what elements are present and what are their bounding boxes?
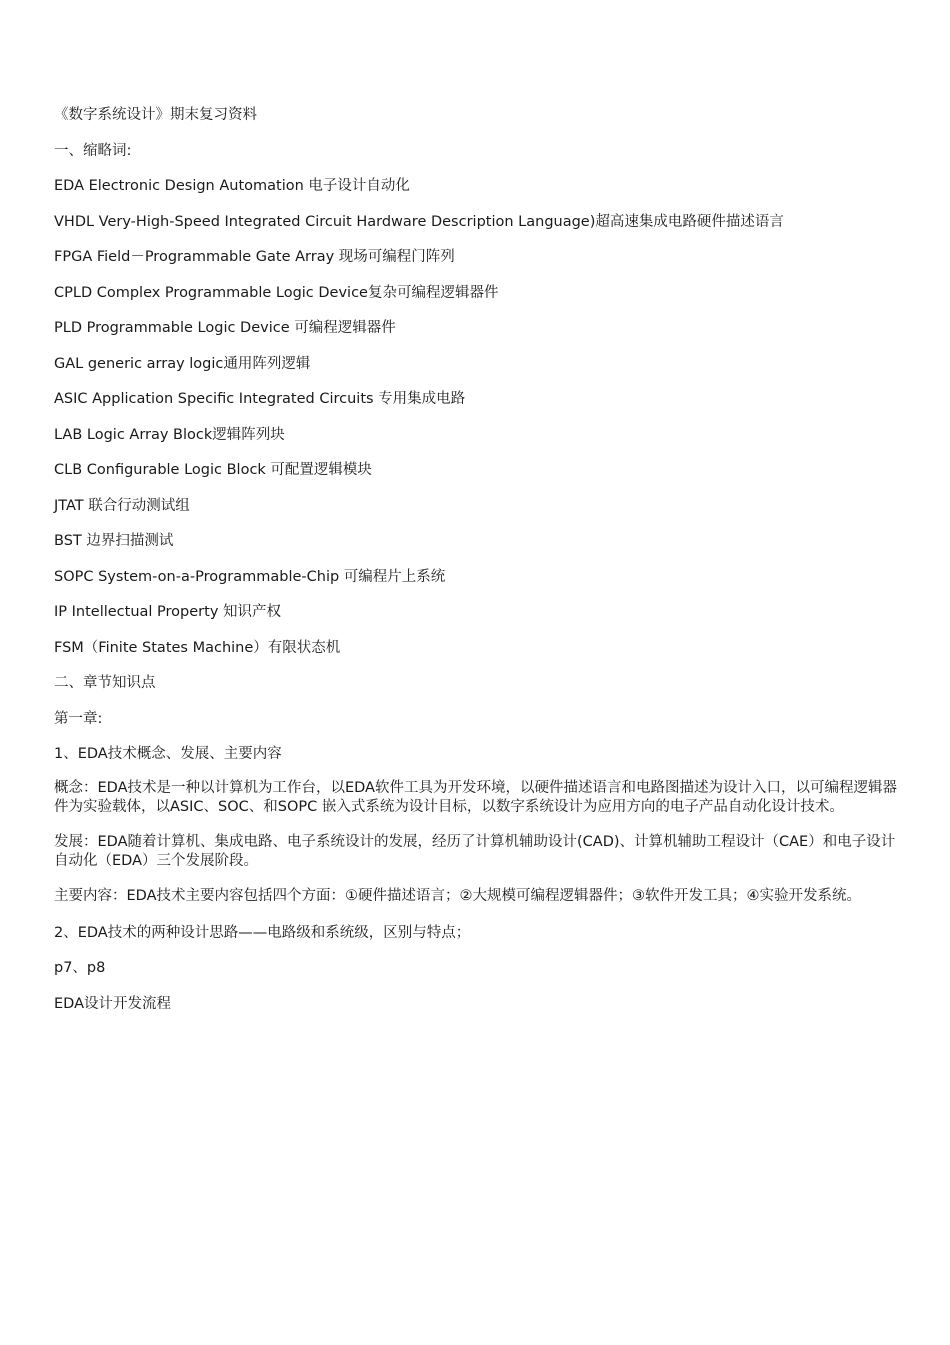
abbreviation-item-lab: LAB Logic Array Block逻辑阵列块 xyxy=(54,426,285,443)
abbreviation-item-ip: IP Intellectual Property 知识产权 xyxy=(54,604,282,620)
flow-heading: EDA设计开发流程 xyxy=(54,995,171,1012)
abbreviation-item-fsm: FSM（Finite States Machine）有限状态机 xyxy=(54,639,341,656)
abbreviation-item-vhdl: VHDL Very-High-Speed Integrated Circuit Hardware Description Language)超高速集成电路硬件描述语言 xyxy=(54,213,784,230)
abbreviation-item-clb: CLB Configurable Logic Block 可配置逻辑模块 xyxy=(54,462,372,478)
abbreviation-item-cpld: CPLD Complex Programmable Logic Device复杂可编程逻辑器件 xyxy=(54,284,499,301)
development-paragraph: 发展：EDA随着计算机、集成电路、电子系统设计的发展，经历了计算机辅助设计(CAD)、计算机辅助工程设计（CAE）和电子设计自动化（EDA）三个发展阶段。 xyxy=(54,833,896,869)
abbreviation-item-gal: GAL generic array logic通用阵列逻辑 xyxy=(54,355,311,372)
abbreviation-item-jtat: JTAT 联合行动测试组 xyxy=(54,497,190,514)
abbreviation-item-eda: EDA Electronic Design Automation 电子设计自动化 xyxy=(54,178,410,194)
document-page xyxy=(54,104,900,1028)
abbreviation-item-sopc: SOPC System-on-a-Programmable-Chip 可编程片上系统 xyxy=(54,568,446,585)
concept-paragraph: 概念：EDA技术是一种以计算机为工作台，以EDA软件工具为开发环境，以硬件描述语言和电路图描述为设计入口，以可编程逻辑器件为实验载体，以ASIC、SOC、和SOPC 嵌入式系统为设计目标，以数字系统设计为应用方向的电子产品自动化设计技术。 xyxy=(54,779,897,815)
abbreviation-item-asic: ASIC Application Specific Integrated Circuits 专用集成电路 xyxy=(54,391,466,407)
page-reference: p7、p8 xyxy=(54,960,106,976)
section-heading-abbreviations: 一、缩略词: xyxy=(54,142,132,159)
item-heading-eda-overview: 1、EDA技术概念、发展、主要内容 xyxy=(54,746,282,762)
chapter-heading: 第一章: xyxy=(54,710,103,727)
item-heading-design-approaches: 2、EDA技术的两种设计思路——电路级和系统级，区别与特点； xyxy=(54,924,471,941)
abbreviation-item-fpga: FPGA Field－Programmable Gate Array 现场可编程门阵列 xyxy=(54,249,455,265)
abbreviation-item-pld: PLD Programmable Logic Device 可编程逻辑器件 xyxy=(54,320,396,336)
section-heading-knowledge-points: 二、章节知识点 xyxy=(54,675,156,691)
abbreviation-item-bst: BST 边界扫描测试 xyxy=(54,533,174,549)
main-content-paragraph: 主要内容：EDA技术主要内容包括四个方面：①硬件描述语言；②大规模可编程逻辑器件；③软件开发工具；④实验开发系统。 xyxy=(54,887,861,904)
document-title: 《数字系统设计》期末复习资料 xyxy=(54,107,257,123)
